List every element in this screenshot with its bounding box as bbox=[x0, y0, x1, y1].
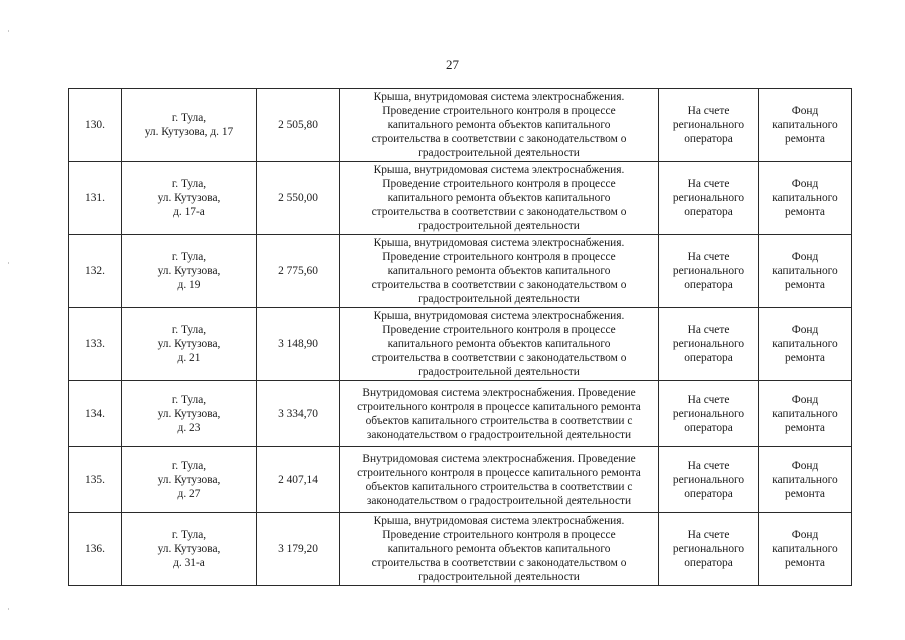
account-cell bbox=[659, 308, 759, 381]
work-description-cell-line: градостроительной деятельности bbox=[418, 571, 580, 583]
work-description-cell-line: капитального ремонта объектов капитального bbox=[387, 543, 611, 555]
work-description-cell-line: Крыша, внутридомовая система электроснабжения. bbox=[373, 164, 625, 176]
funding-source-cell-line: ремонта bbox=[785, 352, 825, 364]
work-description-cell-line: Проведение строительного контроля в процессе bbox=[382, 529, 616, 541]
address-cell-line: ул. Кутузова, д. 17 bbox=[144, 126, 234, 138]
work-description-cell-line: строительства в соответствии с законодательством о bbox=[371, 206, 627, 218]
work-description-cell-line: Проведение строительного контроля в процессе bbox=[382, 105, 616, 117]
funding-source-cell-line: Фонд bbox=[791, 251, 819, 263]
account-cell-line: оператора bbox=[684, 421, 733, 434]
work-description-cell-line: капитального ремонта объектов капитального bbox=[387, 265, 611, 277]
work-description-cell bbox=[340, 447, 659, 513]
funding-source-cell-line: капитального bbox=[772, 192, 838, 204]
cost-cell: 3 179,20 bbox=[257, 513, 340, 586]
work-description-cell-line: градостроительной деятельности bbox=[418, 147, 580, 159]
cost-cell: 2 550,00 bbox=[257, 162, 340, 235]
table-row bbox=[69, 513, 852, 586]
address-cell-line: ул. Кутузова, bbox=[157, 192, 221, 204]
funding-source-cell-line: капитального bbox=[772, 407, 838, 420]
funding-source-cell-line: капитального bbox=[772, 265, 838, 277]
work-description-cell bbox=[340, 381, 659, 447]
work-description-cell-line: строительства в соответствии с законодательством о bbox=[371, 557, 627, 569]
work-description-cell-line: градостроительной деятельности bbox=[418, 220, 580, 232]
row-number-cell: 131. bbox=[69, 162, 122, 235]
table-row bbox=[69, 162, 852, 235]
address-cell-line: ул. Кутузова, bbox=[157, 543, 221, 555]
work-description-cell bbox=[340, 89, 659, 162]
funding-source-cell bbox=[759, 381, 852, 447]
work-description-cell-line: строительства в соответствии с законодательством о bbox=[371, 352, 627, 364]
cost-cell: 2 775,60 bbox=[257, 235, 340, 308]
work-description-cell-line: строительства в соответствии с законодательством о bbox=[371, 279, 627, 291]
address-cell-line: г. Тула, bbox=[171, 178, 207, 190]
address-cell-line: ул. Кутузова, bbox=[157, 407, 221, 420]
address-cell-line: ул. Кутузова, bbox=[157, 265, 221, 277]
capital-repair-table bbox=[68, 88, 852, 586]
account-cell-line: На счете bbox=[687, 178, 730, 190]
address-cell bbox=[122, 89, 257, 162]
account-cell-line: На счете bbox=[687, 529, 730, 541]
address-cell bbox=[122, 381, 257, 447]
scan-artifact bbox=[8, 262, 9, 264]
work-description-cell-line: Внутридомовая система электроснабжения. Проведение bbox=[362, 452, 636, 465]
account-cell-line: регионального bbox=[672, 473, 745, 486]
account-cell-line: регионального bbox=[672, 338, 745, 350]
account-cell bbox=[659, 381, 759, 447]
work-description-cell-line: Проведение строительного контроля в процессе bbox=[382, 324, 616, 336]
account-cell-line: На счете bbox=[687, 459, 730, 472]
account-cell-line: регионального bbox=[672, 119, 745, 131]
work-description-cell-line: строительства в соответствии с законодательством о bbox=[371, 133, 627, 145]
funding-source-cell-line: ремонта bbox=[785, 557, 825, 569]
cost-cell: 2 407,14 bbox=[257, 447, 340, 513]
work-description-cell-line: капитального ремонта объектов капитального bbox=[387, 119, 611, 131]
table-row bbox=[69, 381, 852, 447]
address-cell-line: д. 31-а bbox=[173, 557, 205, 569]
work-description-cell-line: Проведение строительного контроля в процессе bbox=[382, 178, 616, 190]
address-cell-line: г. Тула, bbox=[171, 393, 207, 406]
row-number-cell: 130. bbox=[69, 89, 122, 162]
funding-source-cell bbox=[759, 308, 852, 381]
work-description-cell-line: Крыша, внутридомовая система электроснабжения. bbox=[373, 237, 625, 249]
funding-source-cell-line: капитального bbox=[772, 119, 838, 131]
table-row bbox=[69, 308, 852, 381]
work-description-cell-line: градостроительной деятельности bbox=[418, 293, 580, 305]
work-description-cell-line: капитального ремонта объектов капитального bbox=[387, 338, 611, 350]
work-description-cell-line: объектов капитального строительства в соответствии с bbox=[365, 414, 633, 427]
funding-source-cell-line: Фонд bbox=[791, 324, 819, 336]
funding-source-cell-line: капитального bbox=[772, 338, 838, 350]
cost-cell: 2 505,80 bbox=[257, 89, 340, 162]
address-cell-line: д. 23 bbox=[177, 421, 201, 434]
address-cell-line: г. Тула, bbox=[171, 112, 207, 124]
account-cell bbox=[659, 235, 759, 308]
row-number-cell: 132. bbox=[69, 235, 122, 308]
funding-source-cell-line: ремонта bbox=[785, 421, 825, 434]
account-cell-line: оператора bbox=[684, 352, 733, 364]
work-description-cell-line: законодательством о градостроительной деятельности bbox=[366, 428, 632, 441]
work-description-cell-line: Внутридомовая система электроснабжения. Проведение bbox=[362, 386, 636, 399]
address-cell bbox=[122, 162, 257, 235]
funding-source-cell-line: Фонд bbox=[791, 178, 819, 190]
table-row bbox=[69, 89, 852, 162]
work-description-cell-line: Крыша, внутридомовая система электроснабжения. bbox=[373, 91, 625, 103]
row-number-cell: 136. bbox=[69, 513, 122, 586]
work-description-cell-line: законодательством о градостроительной деятельности bbox=[366, 494, 632, 507]
work-description-cell-line: градостроительной деятельности bbox=[418, 366, 580, 378]
account-cell-line: На счете bbox=[687, 105, 730, 117]
address-cell-line: д. 27 bbox=[177, 487, 201, 500]
work-description-cell-line: Крыша, внутридомовая система электроснабжения. bbox=[373, 515, 625, 527]
account-cell-line: оператора bbox=[684, 487, 733, 500]
work-description-cell bbox=[340, 235, 659, 308]
scan-artifact bbox=[8, 30, 9, 32]
address-cell bbox=[122, 447, 257, 513]
account-cell-line: На счете bbox=[687, 251, 730, 263]
address-cell-line: г. Тула, bbox=[171, 324, 207, 336]
funding-source-cell bbox=[759, 513, 852, 586]
funding-source-cell bbox=[759, 162, 852, 235]
account-cell-line: оператора bbox=[684, 557, 733, 569]
scan-artifact bbox=[8, 608, 9, 610]
address-cell bbox=[122, 308, 257, 381]
address-cell-line: г. Тула, bbox=[171, 459, 207, 472]
account-cell-line: регионального bbox=[672, 407, 745, 420]
row-number-cell: 135. bbox=[69, 447, 122, 513]
address-cell-line: д. 17-а bbox=[173, 206, 205, 218]
funding-source-cell-line: ремонта bbox=[785, 487, 825, 500]
account-cell-line: регионального bbox=[672, 192, 745, 204]
account-cell-line: регионального bbox=[672, 265, 745, 277]
page-number: 27 bbox=[446, 57, 459, 72]
address-cell-line: г. Тула, bbox=[171, 529, 207, 541]
cost-cell: 3 148,90 bbox=[257, 308, 340, 381]
account-cell bbox=[659, 162, 759, 235]
funding-source-cell-line: ремонта bbox=[785, 206, 825, 218]
funding-source-cell-line: Фонд bbox=[791, 393, 819, 406]
work-description-cell-line: капитального ремонта объектов капитального bbox=[387, 192, 611, 204]
address-cell-line: д. 21 bbox=[177, 352, 201, 364]
funding-source-cell-line: ремонта bbox=[785, 133, 825, 145]
work-description-cell-line: объектов капитального строительства в соответствии с bbox=[365, 480, 633, 493]
work-description-cell-line: строительного контроля в процессе капитального ремонта bbox=[357, 400, 641, 413]
funding-source-cell-line: капитального bbox=[772, 543, 838, 555]
account-cell-line: оператора bbox=[684, 133, 733, 145]
address-cell-line: ул. Кутузова, bbox=[157, 338, 221, 350]
account-cell-line: На счете bbox=[687, 393, 730, 406]
work-description-cell bbox=[340, 513, 659, 586]
table-row bbox=[69, 447, 852, 513]
address-cell-line: ул. Кутузова, bbox=[157, 473, 221, 486]
funding-source-cell bbox=[759, 235, 852, 308]
address-cell-line: г. Тула, bbox=[171, 251, 207, 263]
account-cell-line: оператора bbox=[684, 279, 733, 291]
row-number-cell: 134. bbox=[69, 381, 122, 447]
funding-source-cell-line: Фонд bbox=[791, 105, 819, 117]
account-cell-line: оператора bbox=[684, 206, 733, 218]
work-description-cell-line: Крыша, внутридомовая система электроснабжения. bbox=[373, 310, 625, 322]
work-description-cell bbox=[340, 162, 659, 235]
account-cell-line: регионального bbox=[672, 543, 745, 555]
address-cell bbox=[122, 235, 257, 308]
work-description-cell-line: Проведение строительного контроля в процессе bbox=[382, 251, 616, 263]
table-body bbox=[69, 89, 852, 586]
work-description-cell bbox=[340, 308, 659, 381]
account-cell bbox=[659, 513, 759, 586]
funding-source-cell-line: ремонта bbox=[785, 279, 825, 291]
row-number-cell: 133. bbox=[69, 308, 122, 381]
funding-source-cell bbox=[759, 447, 852, 513]
funding-source-cell-line: капитального bbox=[772, 473, 838, 486]
funding-source-cell-line: Фонд bbox=[791, 529, 819, 541]
funding-source-cell-line: Фонд bbox=[791, 459, 819, 472]
address-cell bbox=[122, 513, 257, 586]
account-cell-line: На счете bbox=[687, 324, 730, 336]
cost-cell: 3 334,70 bbox=[257, 381, 340, 447]
funding-source-cell bbox=[759, 89, 852, 162]
table-row bbox=[69, 235, 852, 308]
work-description-cell-line: строительного контроля в процессе капитального ремонта bbox=[357, 466, 641, 479]
account-cell bbox=[659, 89, 759, 162]
address-cell-line: д. 19 bbox=[177, 279, 201, 291]
account-cell bbox=[659, 447, 759, 513]
